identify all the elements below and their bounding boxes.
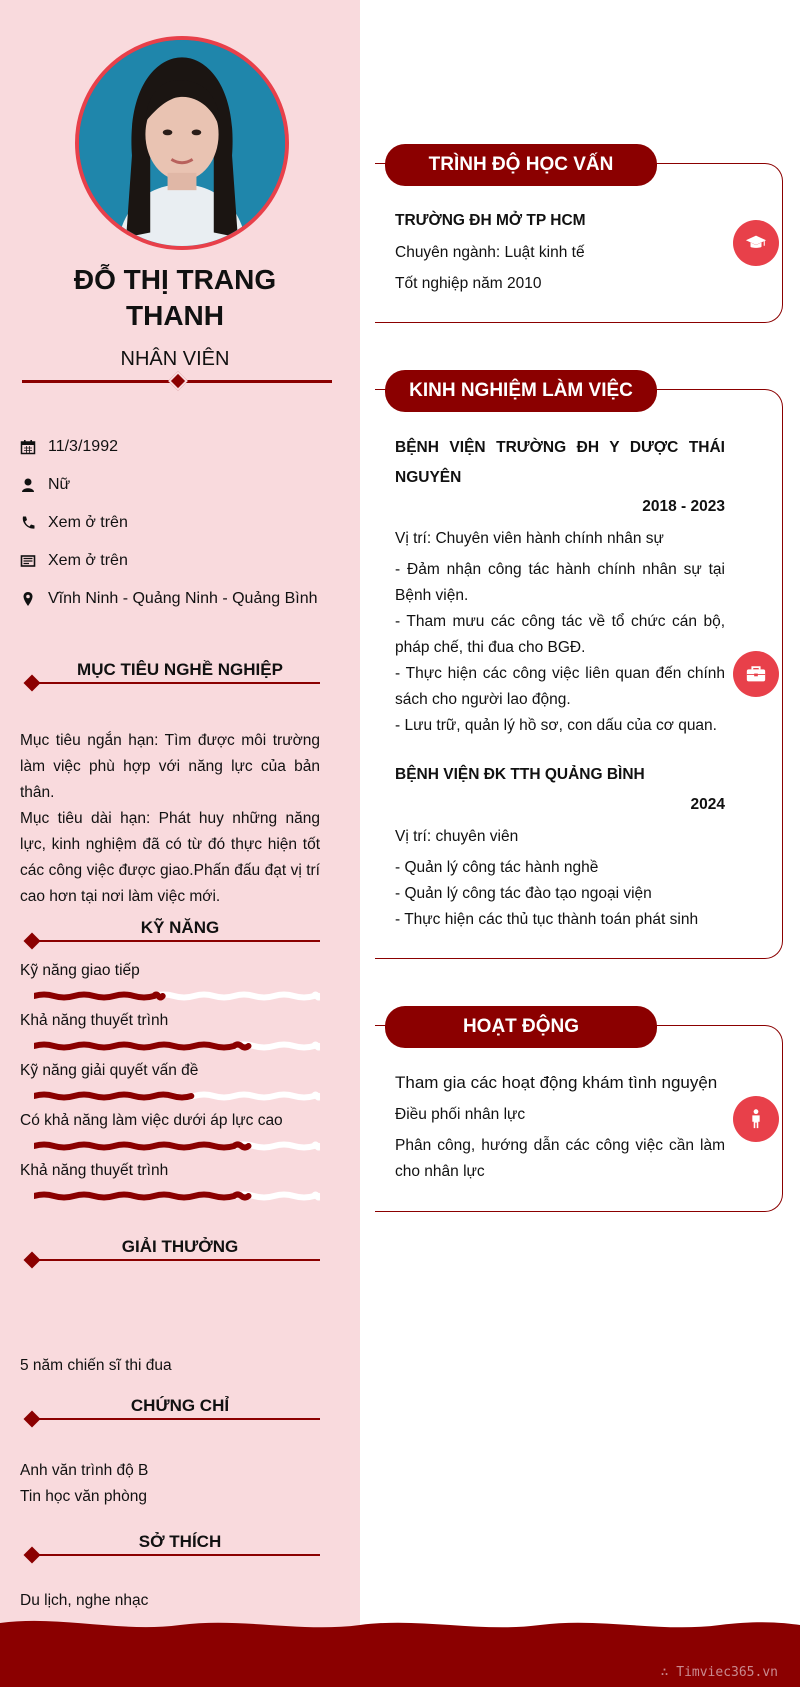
hobbies-title: SỞ THÍCH (138, 1532, 222, 1551)
activity-detail: Phân công, hướng dẫn các công việc cần làm cho nhân lực (395, 1137, 725, 1180)
activity-name: Tham gia các hoạt động khám tình nguyện (395, 1073, 718, 1092)
education-major: Chuyên ngành: Luật kinh tế (395, 244, 585, 261)
job-position: Vị trí: chuyên viên (395, 828, 519, 845)
email-value: Xem ở trên (48, 552, 128, 569)
job-position: Vị trí: Chuyên viên hành chính nhân sự (395, 530, 664, 547)
job-period: 2024 (690, 796, 725, 813)
candidate-name-line1: ĐỖ THỊ TRANG (73, 264, 277, 295)
job-duty: - Thực hiện các công việc liên quan đến chính sách cho người lao động. (395, 665, 725, 708)
hobbies-heading-diamond (24, 1547, 41, 1564)
job-duty: - Đảm nhận công tác hành chính nhân sự tại Bệnh viện. (395, 561, 725, 604)
user-icon (20, 477, 36, 493)
skill-level-bar (34, 1089, 320, 1103)
objective-heading-line (32, 682, 320, 684)
experience-title: KINH NGHIỆM LÀM VIỆC (385, 370, 657, 412)
contact-phone (20, 514, 128, 532)
job-company: BỆNH VIỆN ĐK TTH QUẢNG BÌNH (395, 766, 645, 783)
birthday-value: 11/3/1992 (48, 438, 118, 455)
activities-title: HOẠT ĐỘNG (385, 1006, 657, 1048)
awards-text: 5 năm chiến sĩ thi đua (20, 1357, 172, 1374)
certificate-item: Tin học văn phòng (20, 1488, 147, 1505)
certificates-heading-diamond (24, 1411, 41, 1428)
briefcase-icon (733, 651, 779, 697)
skill-level-bar (34, 1139, 320, 1153)
phone-value: Xem ở trên (48, 514, 128, 531)
skill-bar-fill (34, 1195, 249, 1198)
envelope-icon (20, 553, 36, 569)
phone-icon (20, 515, 36, 531)
skill-bar-fill (34, 1145, 249, 1148)
address-value: Vĩnh Ninh - Quảng Ninh - Quảng Bình (48, 590, 318, 607)
graduation-cap-icon (733, 220, 779, 266)
profile-photo (75, 36, 289, 250)
skill-level-bar (34, 989, 320, 1003)
job-duty: - Thực hiện các thủ tục thành toán phát sinh (395, 911, 699, 928)
skills-heading-line (32, 940, 320, 942)
skills-title: KỸ NĂNG (140, 918, 220, 937)
education-title: TRÌNH ĐỘ HỌC VẤN (385, 144, 657, 186)
objective-long-term: Mục tiêu dài hạn: Phát huy những năng lực, kinh nghiệm đã có từ đó thực hiện tốt các công việc được giao.Phấn đấu đạt vị trí cao hơn tại nơi làm việc mới. (20, 810, 320, 905)
job-period: 2018 - 2023 (642, 498, 725, 515)
awards-heading-line (32, 1259, 320, 1261)
objective-short-term: Mục tiêu ngắn hạn: Tìm được môi trường làm việc phù hợp với năng lực của bản thân. (20, 732, 320, 801)
hobbies-text: Du lịch, nghe nhạc (20, 1592, 149, 1609)
skill-name: Kỹ năng giao tiếp (20, 962, 140, 979)
watermark: ∴ Timviec365.vn (660, 1665, 778, 1680)
objective-heading (20, 660, 320, 690)
candidate-name (20, 262, 330, 334)
objective-text (20, 728, 320, 910)
job-company: BỆNH VIỆN TRƯỜNG ĐH Y DƯỢC THÁI NGUYÊN (395, 439, 725, 486)
gender-value: Nữ (48, 476, 71, 493)
skill-bar-fill (34, 995, 163, 998)
awards-heading (20, 1237, 320, 1267)
hobbies-heading-line (32, 1554, 320, 1556)
skill-name: Có khả năng làm việc dưới áp lực cao (20, 1112, 283, 1129)
skill-level-bar (34, 1189, 320, 1203)
skill-bar-fill (34, 1095, 191, 1098)
job-duty: - Lưu trữ, quản lý hồ sơ, con dấu của cơ quan. (395, 717, 717, 734)
awards-title: GIẢI THƯỞNG (121, 1237, 239, 1256)
skill-name: Khả năng thuyết trình (20, 1162, 169, 1179)
contact-birthday (20, 438, 118, 456)
skill-name: Khả năng thuyết trình (20, 1012, 169, 1029)
awards-heading-diamond (24, 1252, 41, 1269)
contact-address (20, 590, 318, 608)
calendar-icon (20, 439, 36, 455)
education-graduation: Tốt nghiệp năm 2010 (395, 275, 542, 292)
job-duty: - Quản lý công tác hành nghề (395, 859, 599, 876)
job-title: NHÂN VIÊN (120, 348, 230, 370)
certificates-text (20, 1458, 320, 1510)
hobbies-heading (20, 1532, 320, 1562)
map-marker-icon (20, 591, 36, 607)
skill-level-bar (34, 1039, 320, 1053)
certificate-item: Anh văn trình độ B (20, 1462, 149, 1479)
candidate-name-line2: THANH (126, 300, 224, 331)
job-duty: - Quản lý công tác đào tạo ngoại viện (395, 885, 652, 902)
person-icon (733, 1096, 779, 1142)
contact-gender (20, 476, 70, 494)
skills-heading (20, 918, 320, 948)
objective-heading-diamond (24, 675, 41, 692)
sidebar-wave-edge (340, 0, 380, 1630)
certificates-heading (20, 1396, 320, 1426)
skill-bar-fill (34, 1045, 249, 1048)
objective-title: MỤC TIÊU NGHỀ NGHIỆP (77, 660, 283, 679)
activity-role: Điều phối nhân lực (395, 1106, 526, 1123)
education-school: TRƯỜNG ĐH MỞ TP HCM (395, 212, 586, 229)
certificates-title: CHỨNG CHỈ (130, 1396, 230, 1415)
certificates-heading-line (32, 1418, 320, 1420)
job-duty: - Tham mưu các công tác về tổ chức cán bộ, pháp chế, thi đua cho BGĐ. (395, 613, 725, 656)
contact-email (20, 552, 128, 570)
skill-name: Kỹ năng giải quyết vấn đề (20, 1062, 199, 1079)
skills-heading-diamond (24, 933, 41, 950)
